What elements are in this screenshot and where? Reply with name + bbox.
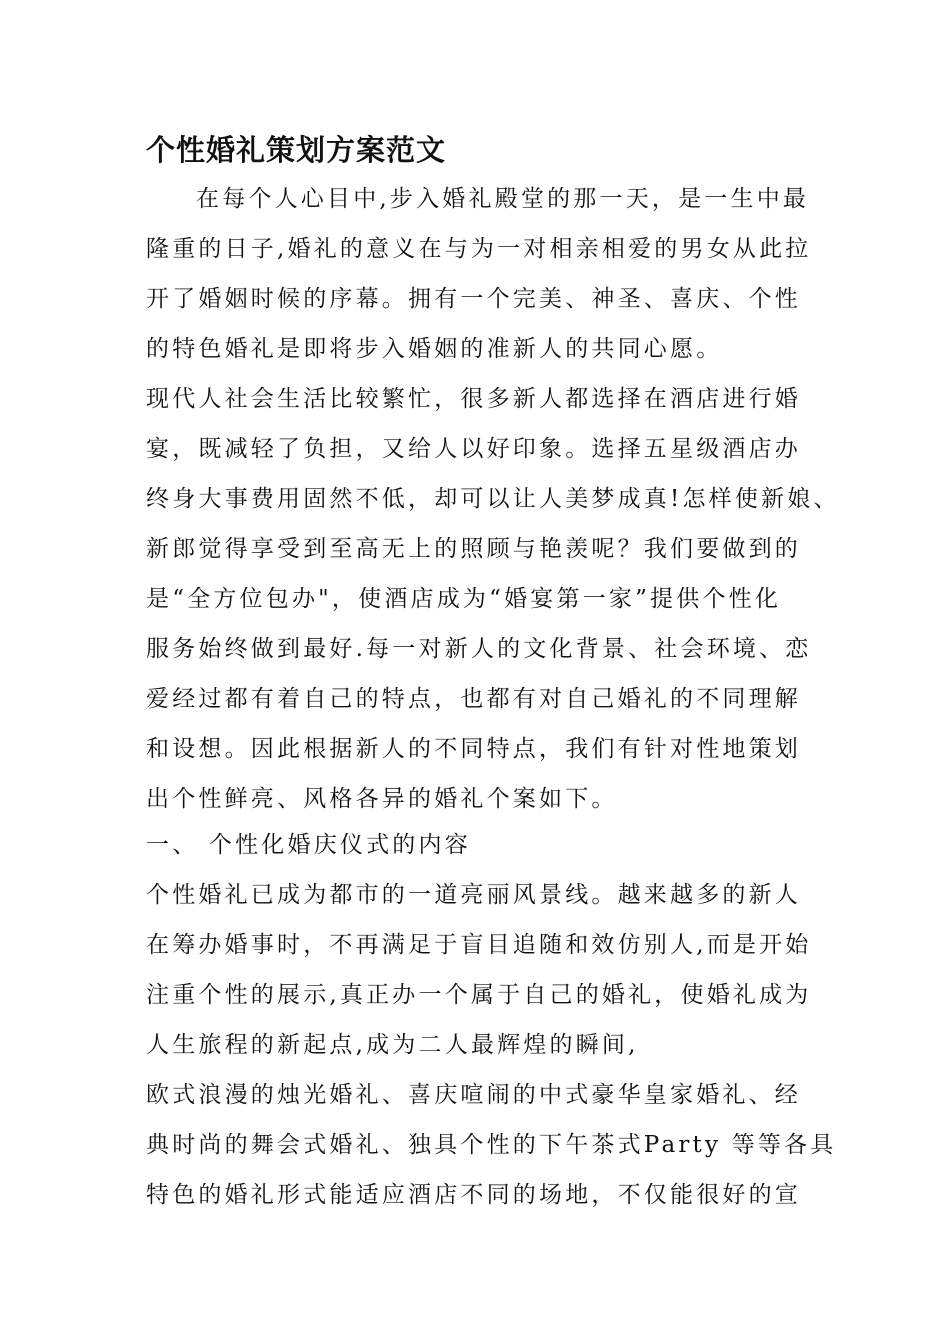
paragraph-line: 注重个性的展示,真正办一个属于自己的婚礼，使婚礼成为	[146, 982, 812, 1008]
paragraph-line: 出个性鲜亮、风格各异的婚礼个案如下。	[146, 786, 618, 812]
paragraph-line: 服务始终做到最好.每一对新人的文化背景、社会环境、恋	[146, 636, 812, 662]
paragraph-line: 人生旅程的新起点,成为二人最辉煌的瞬间,	[146, 1032, 639, 1058]
paragraph-line: 终身大事费用固然不低，却可以让人美梦成真!怎样使新娘、	[146, 486, 840, 512]
paragraph-line: 现代人社会生活比较繁忙，很多新人都选择在酒店进行婚	[146, 386, 801, 412]
paragraph-line: 在每个人心目中,步入婚礼殿堂的那一天，是一生中最	[196, 186, 810, 212]
paragraph-line: 典时尚的舞会式婚礼、独具个性的下午茶式Party 等等各具	[146, 1132, 837, 1158]
section-heading: 一、 个性化婚庆仪式的内容	[146, 832, 471, 858]
paragraph-line: 欧式浪漫的烛光婚礼、喜庆喧闹的中式豪华皇家婚礼、经	[146, 1082, 801, 1108]
paragraph-line: 的特色婚礼是即将步入婚姻的准新人的共同心愿。	[146, 336, 723, 362]
paragraph-line: 宴，既减轻了负担，又给人以好印象。选择五星级酒店办	[146, 436, 801, 462]
paragraph-line: 新郎觉得享受到至高无上的照顾与艳羡呢？我们要做到的	[146, 536, 801, 562]
paragraph-line: 开了婚姻时候的序幕。拥有一个完美、神圣、喜庆、个性	[146, 286, 801, 312]
paragraph-line: 和设想。因此根据新人的不同特点，我们有针对性地策划	[146, 736, 801, 762]
paragraph-line: 是“全方位包办"，使酒店成为“婚宴第一家”提供个性化	[146, 586, 782, 612]
paragraph-line: 隆重的日子,婚礼的意义在与为一对相亲相爱的男女从此拉	[146, 236, 812, 262]
document-title: 个性婚礼策划方案范文	[146, 133, 447, 167]
paragraph-line: 在筹办婚事时，不再满足于盲目追随和效仿别人,而是开始	[146, 932, 812, 958]
paragraph-line: 特色的婚礼形式能适应酒店不同的场地，不仅能很好的宣	[146, 1182, 801, 1208]
paragraph-line: 爱经过都有着自己的特点，也都有对自己婚礼的不同理解	[146, 686, 801, 712]
paragraph-line: 个性婚礼已成为都市的一道亮丽风景线。越来越多的新人	[146, 882, 801, 908]
